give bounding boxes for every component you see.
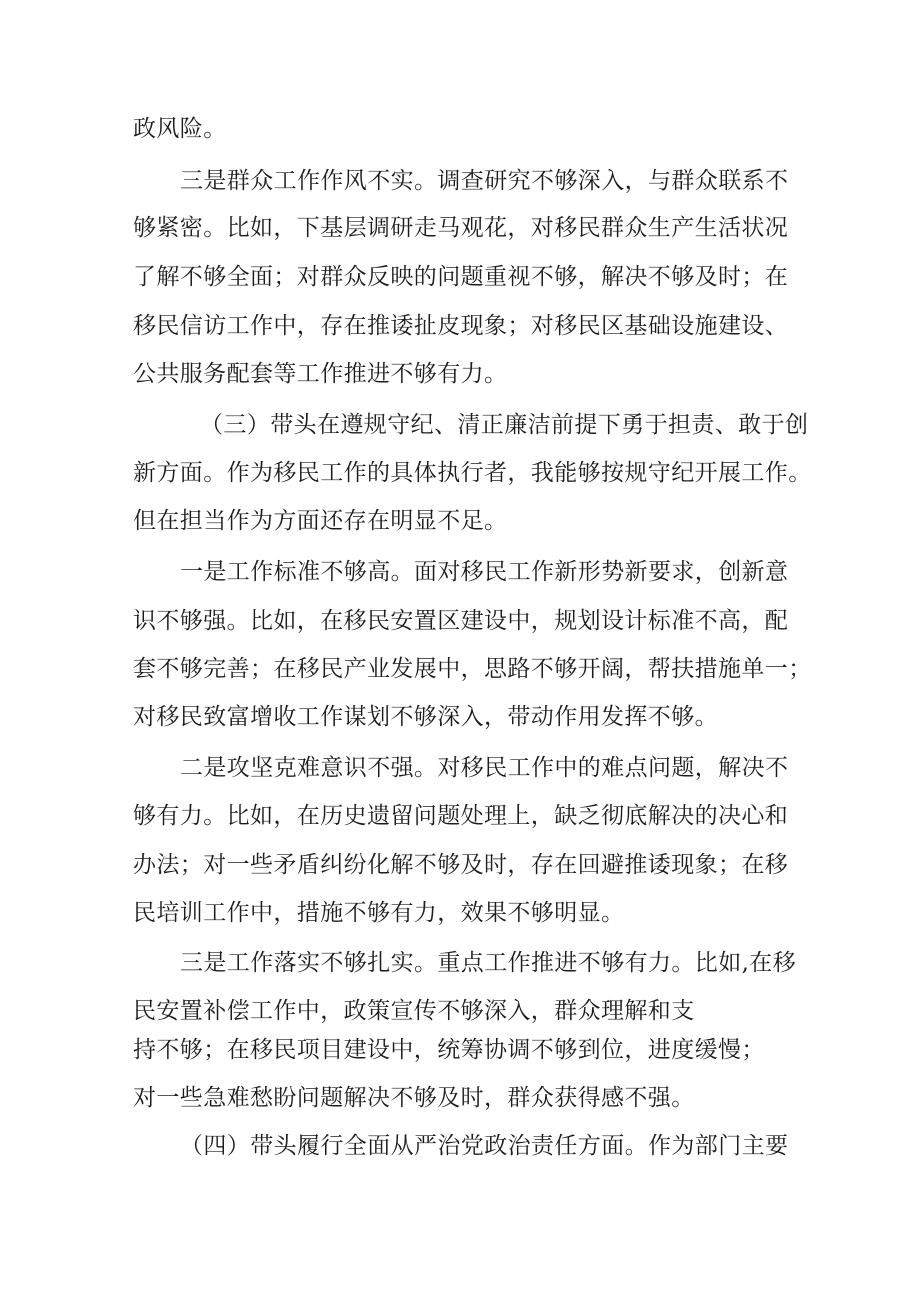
text-line-13: 对移民致富增收工作谋划不够深入，带动作用发挥不够。 — [133, 704, 718, 730]
text-line-19: 民安置补偿工作中，政策宣传不够深入，群众理解和支 — [133, 998, 695, 1024]
text-line-11: 识不够强。比如，在移民安置区建设中，规划设计标准不高，配 — [133, 608, 789, 634]
text-line-4: 了解不够全面；对群众反映的问题重视不够，解决不够及时；在 — [133, 264, 789, 290]
text-line-17: 民培训工作中，措施不够有力，效果不够明显。 — [133, 900, 625, 926]
text-line-14: 二是攻坚克难意识不强。对移民工作中的难点问题，解决不 — [180, 755, 789, 781]
text-line-20: 持不够；在移民项目建设中，统筹协调不够到位，进度缓慢； — [133, 1037, 765, 1063]
text-line-16: 办法；对一些矛盾纠纷化解不够及时，存在回避推诿现象；在移 — [133, 852, 789, 878]
text-line-2: 三是群众工作作风不实。调查研究不够深入，与群众联系不 — [180, 168, 789, 194]
text-line-6: 公共服务配套等工作推进不够有力。 — [133, 361, 508, 387]
text-line-3: 够紧密。比如，下基层调研走马观花，对移民群众生产生活状况 — [133, 215, 789, 241]
text-line-12: 套不够完善；在移民产业发展中，思路不够开阔，帮扶措施单一； — [133, 656, 812, 682]
text-line-9: 但在担当作为方面还存在明显不足。 — [133, 508, 508, 534]
text-line-22: （四）带头履行全面从严治党政治责任方面。作为部门主要 — [180, 1133, 789, 1159]
text-line-5: 移民信访工作中，存在推诿扯皮现象；对移民区基础设施建设、 — [133, 313, 789, 339]
text-line-7: （三）带头在遵规守纪、清正廉洁前提下勇于担责、敢于创 — [200, 412, 809, 438]
text-line-15: 够有力。比如，在历史遗留问题处理上，缺乏彻底解决的决心和 — [133, 803, 789, 829]
text-line-21: 对一些急难愁盼问题解决不够及时，群众获得感不强。 — [133, 1085, 695, 1111]
text-line-18: 三是工作落实不够扎实。重点工作推进不够有力。比如,在移 — [180, 950, 797, 976]
text-line-8: 新方面。作为移民工作的具体执行者，我能够按规守纪开展工作。 — [133, 460, 812, 486]
text-line-1: 政风险。 — [133, 116, 227, 142]
text-line-10: 一是工作标准不够高。面对移民工作新形势新要求，创新意 — [180, 559, 789, 585]
